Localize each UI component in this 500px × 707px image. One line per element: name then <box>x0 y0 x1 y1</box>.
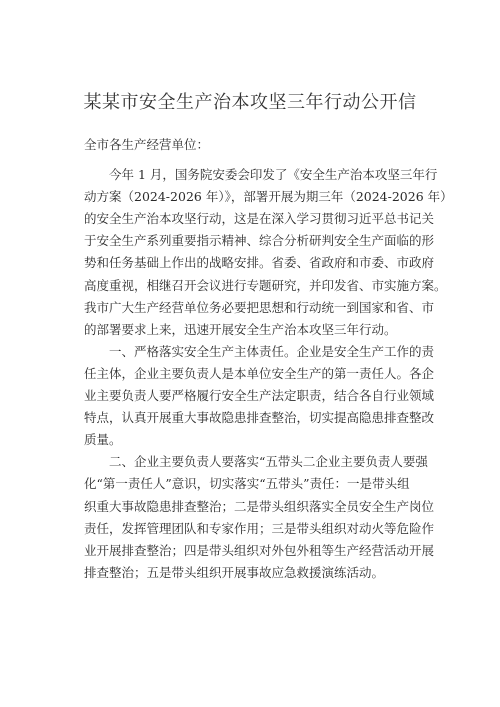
paragraph-3 <box>84 451 444 584</box>
salutation: 全市各生产经营单位： <box>84 137 210 152</box>
paragraph-line: 二、企业主要负责人要落实“五带头二企业主要负责人要强 <box>109 454 428 470</box>
paragraph-line: 业开展排查整治；四是带头组织对外包外租等生产经营活动开展 <box>84 542 435 558</box>
paragraph-line: 织重大事故隐患排查整治；二是带头组织落实全员安全生产岗位 <box>84 498 435 514</box>
paragraph-line: 特点，认真开展重大事故隐患排查整治，切实提高隐患排查整改 <box>84 410 435 426</box>
paragraph-line: 动方案（2024-2026 年）》，部署开展为期三年（2024-2026 年） <box>84 189 453 205</box>
paragraph-line: 高度重视，相继召开会议进行专题研究，并印发省、市实施方案。 <box>84 277 447 293</box>
paragraph-line: 化“第一责任人”意识，切实落实“五带头”责任：一是带头组 <box>84 476 410 492</box>
spacer <box>84 156 444 164</box>
paragraph-line: 业主要负责人要严格履行安全生产法定职责，结合各自行业领域 <box>84 388 435 404</box>
document-title: 某某市安全生产治本攻坚三年行动公开信 <box>83 92 417 113</box>
paragraph-line: 任主体，企业主要负责人是本单位安全生产的第一责任人。各企 <box>84 365 435 381</box>
paragraph-1 <box>84 164 453 341</box>
paragraph-line: 我市广大生产经营单位务必要把思想和行动统一到国家和省、市 <box>84 299 435 315</box>
paragraph-line: 的部署要求上来，迅速开展安全生产治本攻坚三年行动。 <box>84 321 397 337</box>
document-body <box>84 134 453 584</box>
paragraph-line: 的安全生产治本攻坚行动，这是在深入学习贯彻习近平总书记关 <box>84 211 435 227</box>
paragraph-line: 于安全生产系列重要指示精神、综合分析研判安全生产面临的形 <box>84 233 435 249</box>
paragraph-line: 今年 1 月，国务院安委会印发了《安全生产治本攻坚三年行 <box>109 167 438 183</box>
paragraph-line: 排查整治；五是带头组织开展事故应急救援演练活动。 <box>84 564 385 580</box>
paragraph-line: 一、严格落实安全生产主体责任。企业是安全生产工作的责 <box>109 343 435 359</box>
paragraph-2 <box>84 341 444 451</box>
paragraph-line: 势和任务基础上作出的战略安排。省委、省政府和市委、市政府 <box>84 255 435 271</box>
paragraph-line: 质量。 <box>84 432 122 448</box>
paragraph-line: 责任，发挥管理团队和专家作用；三是带头组织对动火等危险作 <box>84 520 435 536</box>
